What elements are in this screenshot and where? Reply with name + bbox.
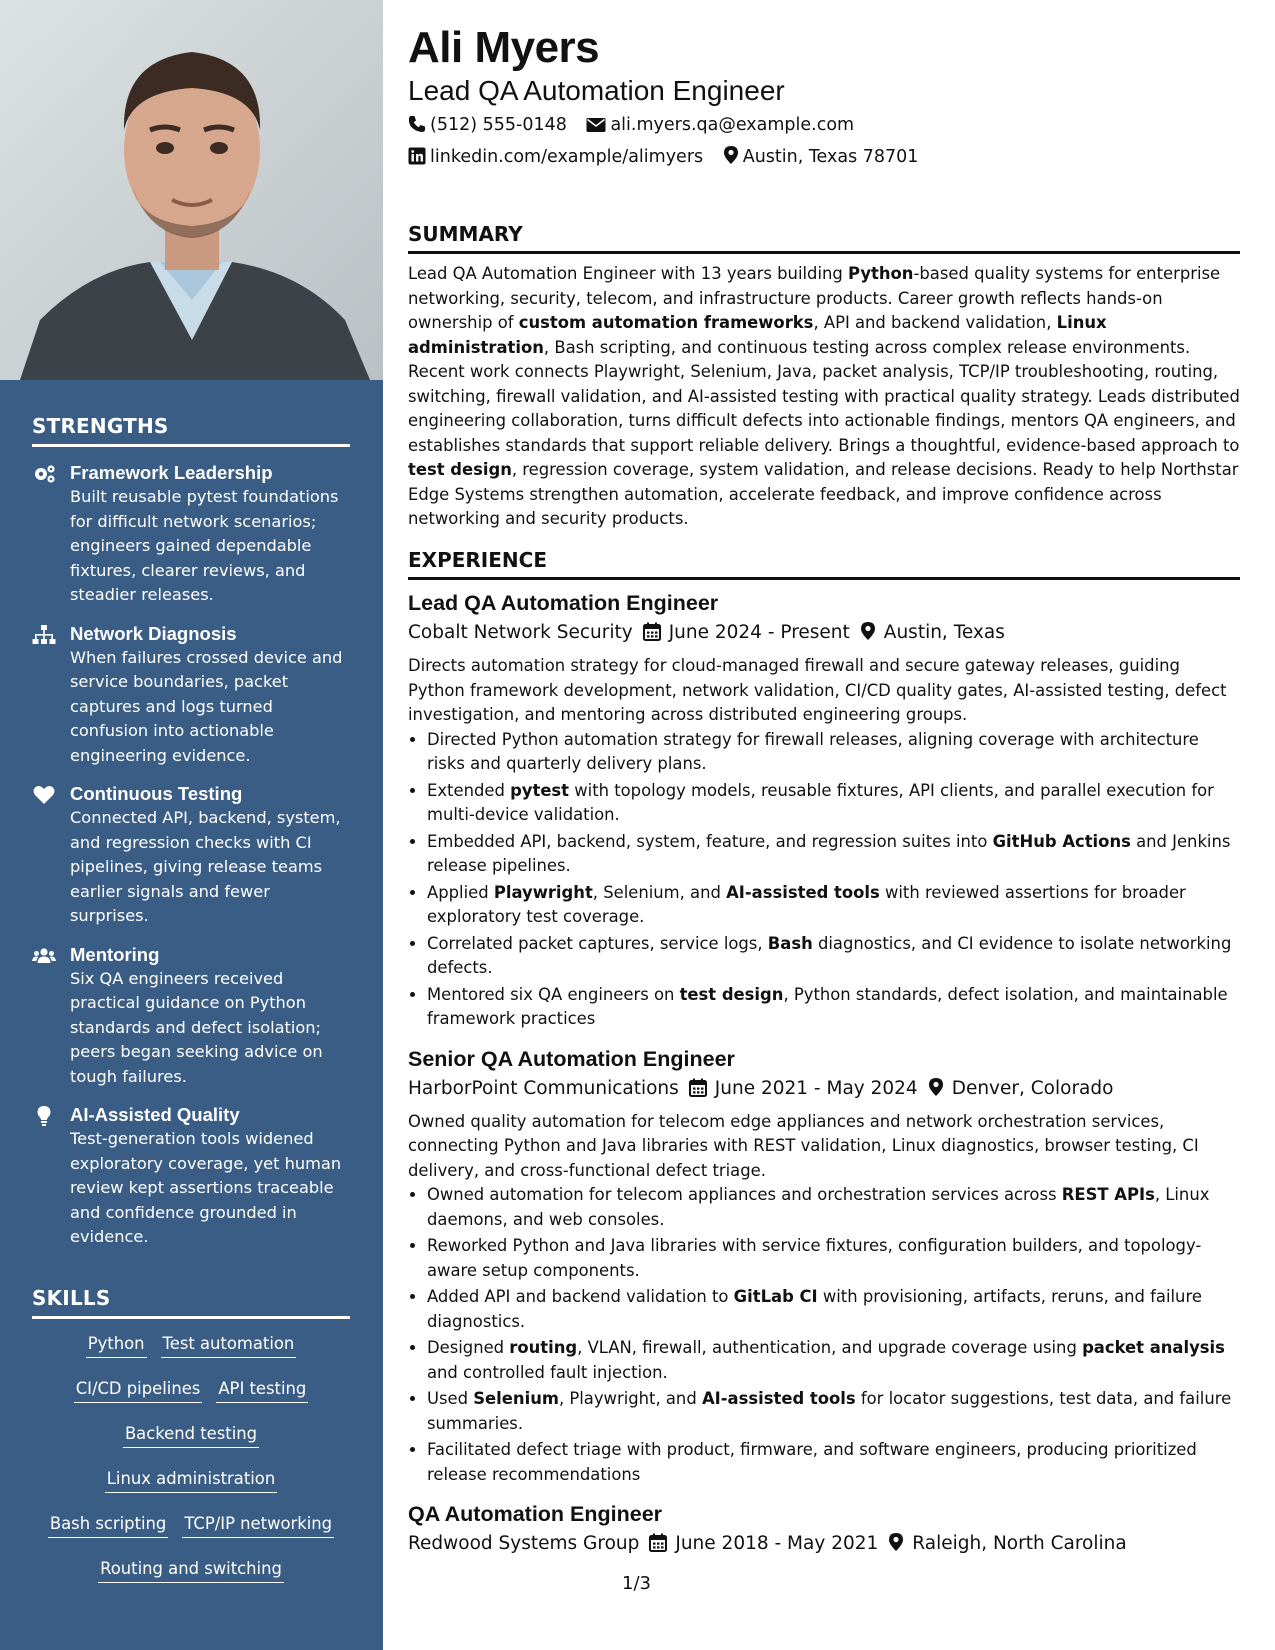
strength-title: Continuous Testing <box>70 783 243 804</box>
strength-item <box>32 782 350 929</box>
skills-heading: SKILLS <box>32 1286 350 1319</box>
skill-tag: Test automation <box>161 1333 297 1358</box>
company-name: Redwood Systems Group <box>408 1533 640 1554</box>
bold-text: Bash <box>767 933 813 953</box>
text-run: Designed <box>427 1338 510 1357</box>
bullet-item <box>427 830 1240 879</box>
skill-tag: API testing <box>216 1378 308 1403</box>
text-run: , Linux daemons, and web consoles. <box>427 1185 1210 1229</box>
text-run: Mentored six QA engineers on <box>427 984 680 1004</box>
job-entry <box>408 1499 1240 1559</box>
skill-row <box>32 1558 350 1583</box>
bullet-item <box>427 779 1240 828</box>
job-entry <box>408 1044 1240 1488</box>
text-run: , Bash scripting, and continuous testing across complex release environments. Recent work connects Playwright, Selenium, Java, packet analysis, TCP/IP troubleshooting, routing, switching, firewall validation, and AI-assisted testing with practical quality strategy. Leads distributed engineering collaboration, turns difficult defects into actionable findings, mentors QA engineers, and establishes standards that support reliable delivery. Brings a thoughtful, evidence-based approach to <box>408 337 1240 455</box>
job-dates: June 2018 - May 2021 <box>675 1533 879 1554</box>
strength-item <box>32 622 350 769</box>
bold-text: Linux administration <box>408 313 1107 357</box>
text-run: with topology models, reusable fixtures, API clients, and parallel execution for multi-device validation. <box>427 780 1214 824</box>
strength-item <box>32 1103 350 1250</box>
linkedin-url[interactable]: linkedin.com/example/alimyers <box>430 147 704 167</box>
job-meta <box>408 1074 1240 1104</box>
text-run: with reviewed assertions for broader exploratory test coverage. <box>427 882 1186 926</box>
map-pin-icon <box>860 621 876 641</box>
map-pin-icon <box>723 145 739 165</box>
strength-title: Network Diagnosis <box>70 622 237 644</box>
job-location: Denver, Colorado <box>951 1077 1114 1099</box>
text-run: , regression coverage, system validation, and release decisions. Ready to help Northstar Edge Systems strengthen automation, accelerate feedback, and improve confidence across networking and security products. <box>408 460 1239 528</box>
map-pin-icon <box>888 1532 904 1552</box>
strength-title: Mentoring <box>70 943 160 965</box>
bullet-item <box>427 1285 1240 1334</box>
users-icon <box>32 945 56 967</box>
lightbulb-icon <box>32 1105 56 1127</box>
candidate-name: Ali Myers <box>408 23 600 72</box>
bold-text: pytest <box>510 780 570 800</box>
strengths-section <box>32 414 350 1264</box>
calendar-icon <box>643 622 661 641</box>
bullet-item <box>427 1387 1240 1436</box>
job-title: QA Automation Engineer <box>408 1502 663 1526</box>
experience-heading: EXPERIENCE <box>408 548 1240 580</box>
calendar-icon <box>689 1078 707 1097</box>
job-location: Austin, Texas <box>883 622 1005 643</box>
strength-title: AI-Assisted Quality <box>70 1104 240 1125</box>
skill-tag: CI/CD pipelines <box>74 1378 203 1403</box>
heart-icon <box>32 784 56 806</box>
bold-text: AI-assisted tools <box>701 1389 856 1408</box>
strength-item <box>32 943 350 1090</box>
job-title: Senior QA Automation Engineer <box>408 1046 735 1071</box>
job-bullets <box>408 1183 1240 1487</box>
profile-photo-image <box>0 0 383 380</box>
job-description: Owned quality automation for telecom edge appliances and network orchestration services, connecting Python and Java libraries with REST validation, Linux diagnostics, browser testing, CI delivery, and cross-functional defect triage. <box>408 1111 1199 1180</box>
bold-text: routing <box>509 1338 578 1357</box>
text-run: diagnostics, and CI evidence to isolate networking defects. <box>427 933 1232 977</box>
job-entry <box>408 588 1240 1032</box>
company-name: HarborPoint Communications <box>408 1077 679 1099</box>
job-meta <box>408 618 1240 648</box>
bold-text: Selenium <box>473 1389 559 1408</box>
bold-text: packet analysis <box>1082 1338 1225 1357</box>
job-meta <box>408 1529 1240 1559</box>
summary-section <box>408 222 1240 532</box>
bold-text: Python <box>848 264 914 283</box>
strength-item <box>32 461 350 608</box>
job-bullets <box>408 728 1240 1032</box>
text-run: , API and backend validation, <box>813 313 1057 332</box>
sidebar <box>0 0 383 1650</box>
bullet-item <box>427 728 1240 777</box>
experience-list <box>408 588 1240 1559</box>
contact-line <box>408 145 932 169</box>
bold-text: GitLab CI <box>733 1287 818 1306</box>
text-run: , Selenium, and <box>592 882 727 902</box>
bold-text: REST APIs <box>1061 1185 1155 1204</box>
phone-contact <box>408 113 567 137</box>
phone-number: (512) 555-0148 <box>430 115 567 135</box>
job-description: Directs automation strategy for cloud-managed firewall and secure gateway releases, guiding Python framework development, network validation, CI/CD quality gates, AI-assisted testing, defect investigation, and mentoring across distributed engineering groups. <box>408 656 1227 724</box>
text-run: Applied <box>427 882 494 902</box>
page-number: 1/3 <box>622 1573 651 1594</box>
candidate-title: Lead QA Automation Engineer <box>408 75 785 106</box>
location-contact <box>723 145 919 169</box>
sitemap-icon <box>32 624 56 646</box>
bold-text: GitHub Actions <box>992 831 1131 851</box>
skill-tag: Python <box>86 1333 147 1358</box>
skill-row <box>32 1378 350 1403</box>
bullet-item <box>427 932 1240 981</box>
skills-section <box>32 1286 350 1603</box>
strength-description: Test-generation tools widened exploratory coverage, yet human review kept assertions traceable and confidence grounded in evidence. <box>70 1129 342 1246</box>
summary-heading: SUMMARY <box>408 222 1240 254</box>
skill-tag: Backend testing <box>123 1423 259 1448</box>
text-run: , VLAN, firewall, authentication, and upgrade coverage using <box>577 1338 1083 1357</box>
map-pin-icon <box>928 1077 944 1097</box>
job-location: Raleigh, North Carolina <box>912 1533 1127 1554</box>
job-dates: June 2021 - May 2024 <box>714 1077 918 1099</box>
skill-tag: Linux administration <box>105 1468 277 1493</box>
bullet-item <box>427 1234 1240 1283</box>
bold-text: Playwright <box>493 882 593 902</box>
bold-text: custom automation frameworks <box>518 313 814 332</box>
text-run: with provisioning, artifacts, reruns, and failure diagnostics. <box>427 1287 1202 1331</box>
text-run: Used <box>427 1389 474 1408</box>
skill-tag: Bash scripting <box>48 1513 168 1538</box>
strength-description: Six QA engineers received practical guidance on Python standards and defect isolation; peers began seeking advice on tough failures. <box>70 968 323 1086</box>
email-address[interactable]: ali.myers.qa@example.com <box>610 115 855 135</box>
job-title: Lead QA Automation Engineer <box>408 591 719 615</box>
bullet-item <box>427 1183 1240 1232</box>
skill-tag: Routing and switching <box>98 1558 284 1583</box>
phone-icon <box>408 115 426 133</box>
skill-row <box>32 1423 350 1448</box>
skill-row <box>32 1468 350 1493</box>
envelope-icon <box>586 117 606 133</box>
text-run: Facilitated defect triage with product, firmware, and software engineers, producing prioritized release recommendations <box>427 1440 1197 1484</box>
bullet-item <box>427 983 1240 1032</box>
linkedin-icon <box>408 147 426 165</box>
skill-row <box>32 1513 350 1538</box>
strength-description: Connected API, backend, system, and regression checks with CI pipelines, giving release teams earlier signals and fewer surprises. <box>70 808 341 925</box>
location-text: Austin, Texas 78701 <box>742 147 919 167</box>
profile-photo <box>0 0 383 380</box>
skills-list <box>32 1333 350 1583</box>
skill-tag: TCP/IP networking <box>182 1513 334 1538</box>
contact-line <box>408 113 868 137</box>
gears-icon <box>32 463 56 485</box>
text-run: for locator suggestions, test data, and failure summaries. <box>427 1389 1232 1433</box>
text-run: and controlled fault injection. <box>427 1362 668 1382</box>
text-run: Added API and backend validation to <box>427 1287 734 1306</box>
job-dates: June 2024 - Present <box>668 622 850 643</box>
bold-text: test design <box>679 984 784 1004</box>
linkedin-contact[interactable] <box>408 145 703 169</box>
bold-text: AI-assisted tools <box>726 882 880 902</box>
text-run: -based quality systems for enterprise networking, security, telecom, and infrastructure products. Career growth reflects hands-on ownership of <box>408 264 1221 332</box>
bullet-item <box>427 1336 1240 1385</box>
strength-title: Framework Leadership <box>70 462 273 483</box>
strength-description: Built reusable pytest foundations for difficult network scenarios; engineers gained dependable fixtures, clearer reviews, and steadier releases. <box>70 487 339 604</box>
text-run: , Playwright, and <box>558 1389 702 1408</box>
strengths-heading: STRENGTHS <box>32 414 350 447</box>
text-run: Embedded API, backend, system, feature, and regression suites into <box>427 831 993 851</box>
text-run: Lead QA Automation Engineer with 13 years building <box>408 264 849 283</box>
calendar-icon <box>649 1533 667 1552</box>
text-run: Extended <box>427 780 511 800</box>
bullet-item <box>427 1438 1240 1487</box>
bold-text: test design <box>408 460 512 479</box>
text-run: Owned automation for telecom appliances and orchestration services across <box>427 1185 1062 1204</box>
text-run: , Python standards, defect isolation, and maintainable framework practices <box>427 984 1228 1028</box>
text-run: and Jenkins release pipelines. <box>427 831 1231 875</box>
strength-description: When failures crossed device and service boundaries, packet captures and logs turned confusion into actionable engineering evidence. <box>70 647 343 765</box>
email-contact[interactable] <box>586 113 854 137</box>
text-run: Reworked Python and Java libraries with service fixtures, configuration builders, and topology-aware setup components. <box>427 1236 1202 1280</box>
company-name: Cobalt Network Security <box>408 622 633 643</box>
experience-section <box>408 548 1240 1565</box>
skill-row <box>32 1333 350 1358</box>
summary-text <box>408 262 1240 532</box>
text-run: Directed Python automation strategy for firewall releases, aligning coverage with architecture risks and quarterly delivery plans. <box>427 729 1199 773</box>
text-run: Correlated packet captures, service logs, <box>427 933 768 953</box>
bullet-item <box>427 881 1240 930</box>
